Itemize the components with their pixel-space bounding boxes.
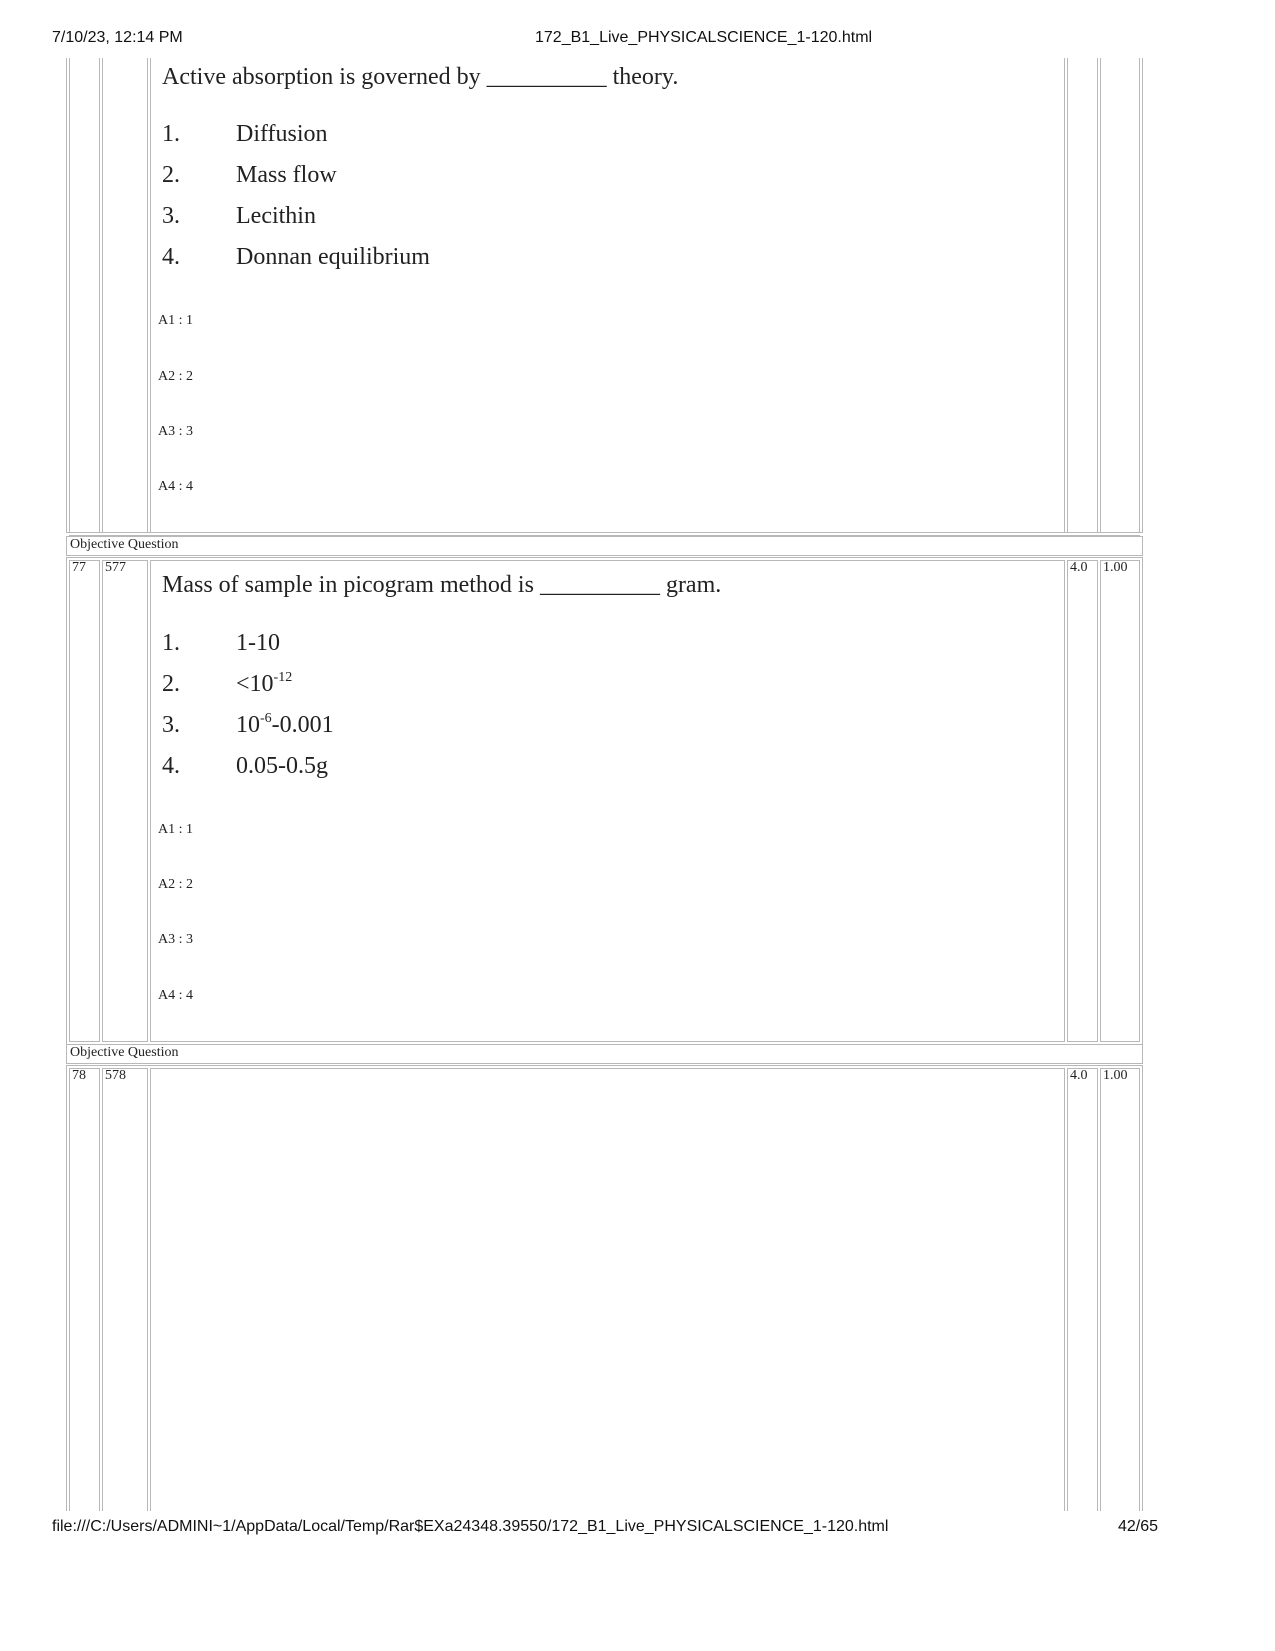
q77-type-row: [66, 536, 1143, 556]
q78-type-row: [66, 1044, 1143, 1064]
q78-negative: 1.00: [1103, 1068, 1128, 1083]
q77-id-cell: [102, 560, 148, 1042]
q76-option-text: Lecithin: [236, 203, 316, 229]
q78-id: 578: [105, 1068, 126, 1083]
file-path: file:///C:/Users/ADMINI~1/AppData/Local/Temp/Rar$EXa24348.39550/172_B1_Live_PHYSICALSCIENCE_1-120.html: [52, 1518, 889, 1535]
q77-question-text: Mass of sample in picogram method is __________ gram.: [162, 572, 722, 598]
q77-option-number: 1.: [162, 630, 180, 656]
q76-option-number: 3.: [162, 203, 180, 229]
q77-answer: A2 : 2: [158, 877, 193, 892]
q76-answer: A1 : 1: [158, 313, 193, 328]
q76-option-number: 4.: [162, 244, 180, 270]
q77-option-text: 0.05-0.5g: [236, 753, 328, 779]
option-base: 10: [236, 712, 260, 738]
q77-question-cell: [150, 560, 1065, 1042]
q76-option-number: 1.: [162, 121, 180, 147]
option-exponent: -12: [273, 670, 293, 685]
q77-marks: 4.0: [1070, 560, 1088, 575]
q78-serial: 78: [72, 1068, 86, 1083]
q76-question-text: Active absorption is governed by __________ theory.: [162, 64, 679, 90]
print-datetime: 7/10/23, 12:14 PM: [52, 29, 183, 46]
q78-type-label: Objective Question: [70, 1045, 179, 1060]
q76-answer: A2 : 2: [158, 369, 193, 384]
q76-option-text: Mass flow: [236, 162, 337, 188]
option-base: <10: [236, 671, 274, 697]
document-title: 172_B1_Live_PHYSICALSCIENCE_1-120.html: [535, 29, 873, 46]
q76-answer: A4 : 4: [158, 479, 193, 494]
q77-negative: 1.00: [1103, 560, 1128, 575]
q77-type-label: Objective Question: [70, 537, 179, 552]
q77-serial-cell: [69, 560, 100, 1042]
q77-option-number: 3.: [162, 712, 180, 738]
q77-answer: A1 : 1: [158, 822, 193, 837]
q77-option-text: [236, 712, 334, 739]
q77-answer: A3 : 3: [158, 932, 193, 947]
q76-option-number: 2.: [162, 162, 180, 188]
q77-serial: 77: [72, 560, 86, 575]
page-number: 42/65: [1118, 1518, 1159, 1535]
option-rest: -0.001: [271, 712, 334, 738]
q76-option-text: Donnan equilibrium: [236, 244, 430, 270]
q76-option-text: Diffusion: [236, 121, 328, 147]
q77-marks-cell: [1067, 560, 1098, 1042]
q76-answer: A3 : 3: [158, 424, 193, 439]
q77-option-text: [236, 671, 292, 698]
q77-answer: A4 : 4: [158, 988, 193, 1003]
q77-id: 577: [105, 560, 126, 575]
q77-option-number: 4.: [162, 753, 180, 779]
option-exponent: -6: [260, 711, 272, 726]
q77-negative-cell: [1100, 560, 1140, 1042]
q77-option-text: 1-10: [236, 630, 280, 656]
q78-marks: 4.0: [1070, 1068, 1088, 1083]
q77-option-number: 2.: [162, 671, 180, 697]
